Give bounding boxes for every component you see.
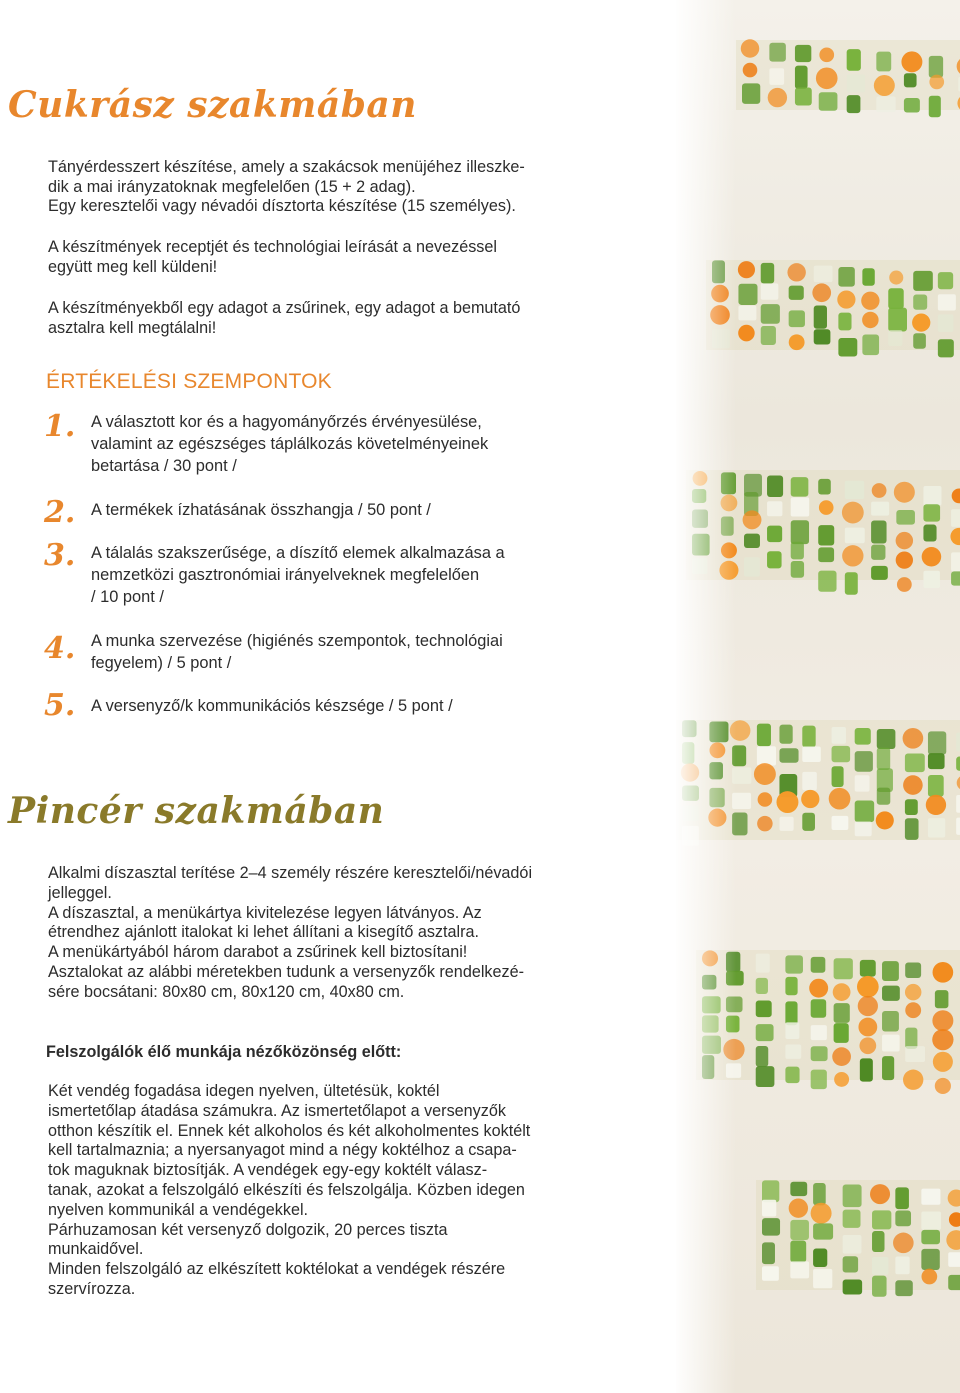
white-vegetable-piece — [802, 746, 820, 762]
carrot-piece — [833, 983, 851, 1001]
white-vegetable-piece — [872, 1257, 888, 1275]
carrot-piece — [921, 1269, 937, 1285]
green-bean-piece — [795, 87, 812, 105]
carrot-piece — [757, 816, 773, 832]
carrot-piece — [858, 1018, 877, 1037]
green-bean-piece — [838, 338, 857, 356]
green-bean-piece — [888, 288, 903, 309]
green-bean-piece — [762, 1180, 779, 1202]
green-bean-piece — [855, 751, 873, 772]
green-bean-piece — [818, 479, 831, 495]
white-vegetable-piece — [843, 1235, 862, 1254]
green-bean-piece — [895, 1280, 912, 1296]
green-bean-piece — [791, 542, 804, 560]
white-vegetable-piece — [762, 1200, 776, 1217]
green-bean-piece — [882, 961, 899, 981]
green-bean-piece — [791, 520, 809, 544]
cukrasz-note-recipe: A készítmények receptjét és technológiai leírását a nevezéssel együtt meg kell küldeni! — [48, 238, 497, 276]
green-bean-piece — [938, 339, 954, 357]
white-vegetable-piece — [956, 733, 960, 752]
white-vegetable-piece — [948, 1252, 960, 1267]
criterion-number: 3. — [44, 538, 76, 573]
carrot-piece — [859, 1037, 876, 1054]
white-vegetable-piece — [855, 821, 872, 836]
carrot-piece — [912, 313, 930, 331]
green-bean-piece — [855, 728, 871, 745]
criterion-text: A versenyző/k kommunikációs készsége / 5 pont / — [91, 697, 453, 715]
white-vegetable-piece — [905, 1046, 925, 1062]
green-bean-piece — [895, 1211, 911, 1227]
carrot-piece — [901, 51, 922, 72]
green-bean-piece — [785, 1067, 799, 1084]
green-bean-piece — [818, 571, 836, 592]
green-bean-piece — [757, 724, 771, 747]
green-bean-piece — [814, 306, 827, 329]
green-bean-piece — [790, 1182, 807, 1196]
green-bean-piece — [791, 477, 809, 497]
carrot-piece — [819, 47, 834, 62]
white-vegetable-piece — [785, 1022, 799, 1039]
carrot-piece — [743, 63, 758, 78]
white-vegetable-piece — [921, 1189, 940, 1205]
green-bean-piece — [862, 268, 874, 286]
green-bean-piece — [838, 313, 851, 331]
green-bean-piece — [847, 95, 861, 113]
carrot-piece — [876, 811, 894, 829]
criterion-text: A termékek ízhatásának összhangja / 50 pont / — [91, 501, 431, 519]
white-vegetable-piece — [871, 502, 889, 516]
green-bean-piece — [785, 955, 803, 973]
green-bean-piece — [811, 1070, 827, 1090]
white-vegetable-piece — [762, 1266, 779, 1280]
carrot-piece — [829, 788, 851, 810]
carrot-piece — [776, 791, 798, 813]
carrot-piece — [738, 261, 755, 278]
green-bean-piece — [904, 73, 917, 87]
green-bean-piece — [928, 753, 945, 769]
carrot-piece — [857, 976, 879, 998]
white-vegetable-piece — [951, 509, 960, 527]
criterion-text: A választott kor és a hagyományőrzés érvényesülése, valamint az egészséges táplálkozás követelményeinek betartása / 30 pont / — [91, 413, 489, 475]
green-bean-piece — [756, 978, 768, 994]
green-bean-piece — [756, 1024, 774, 1041]
white-vegetable-piece — [928, 818, 945, 837]
white-vegetable-piece — [876, 97, 895, 113]
green-bean-piece — [923, 504, 940, 521]
white-vegetable-piece — [845, 528, 865, 544]
green-bean-piece — [923, 525, 936, 542]
carrot-piece — [789, 334, 805, 350]
carrot-piece — [741, 39, 759, 57]
pincer-heading: Pincér szakmában — [8, 790, 385, 832]
green-bean-piece — [855, 801, 874, 823]
white-vegetable-piece — [779, 817, 793, 831]
green-bean-piece — [802, 726, 815, 748]
white-vegetable-piece — [767, 501, 782, 516]
green-bean-piece — [860, 960, 876, 977]
photo-fade-overlay — [676, 0, 736, 1393]
white-vegetable-piece — [761, 283, 779, 299]
white-vegetable-piece — [938, 314, 954, 332]
carrot-piece — [842, 545, 863, 566]
green-bean-piece — [756, 1046, 769, 1067]
white-vegetable-piece — [814, 266, 833, 282]
white-vegetable-piece — [832, 816, 849, 830]
green-bean-piece — [767, 526, 782, 542]
green-bean-piece — [956, 757, 960, 771]
green-bean-piece — [860, 1058, 873, 1081]
green-bean-piece — [921, 1249, 939, 1270]
white-vegetable-piece — [951, 552, 960, 571]
green-bean-piece — [818, 547, 834, 562]
green-bean-piece — [847, 49, 861, 71]
cukrasz-note-portions: A készítményekből egy adagot a zsűrinek, egy adagot a bemutató asztalra kell megtálalni! — [48, 299, 521, 337]
green-bean-piece — [813, 1248, 827, 1266]
green-bean-piece — [785, 977, 797, 995]
green-bean-piece — [928, 775, 944, 797]
green-bean-piece — [818, 525, 834, 545]
green-bean-piece — [905, 818, 919, 840]
carrot-piece — [889, 271, 903, 285]
carrot-piece — [933, 962, 954, 983]
criterion-text: A munka szervezése (higiénés szempontok, technológiai fegyelem) / 5 pont / — [91, 632, 503, 672]
white-vegetable-piece — [956, 795, 960, 813]
white-vegetable-piece — [738, 305, 756, 320]
carrot-piece — [801, 790, 819, 808]
carrot-piece — [896, 532, 913, 549]
white-vegetable-piece — [847, 75, 865, 93]
carrot-piece — [842, 502, 864, 524]
carrot-piece — [903, 775, 923, 795]
carrot-piece — [743, 510, 762, 529]
green-bean-piece — [762, 1218, 780, 1235]
green-bean-piece — [882, 1011, 899, 1031]
green-bean-piece — [811, 957, 826, 973]
green-bean-piece — [811, 1046, 828, 1061]
green-bean-piece — [904, 98, 920, 113]
carrot-piece — [903, 1070, 923, 1090]
green-bean-piece — [872, 1276, 887, 1297]
green-bean-piece — [935, 990, 949, 1008]
white-vegetable-piece — [921, 1212, 941, 1230]
green-bean-piece — [929, 96, 941, 118]
green-bean-piece — [762, 1242, 775, 1264]
carrot-piece — [896, 551, 913, 568]
green-bean-piece — [761, 304, 780, 324]
white-vegetable-piece — [855, 775, 870, 791]
green-bean-piece — [938, 272, 953, 289]
green-bean-piece — [761, 326, 776, 345]
carrot-piece — [905, 984, 921, 1000]
green-bean-piece — [791, 561, 804, 578]
green-bean-piece — [921, 1230, 940, 1244]
green-bean-piece — [832, 746, 851, 762]
green-bean-piece — [896, 510, 915, 525]
green-bean-piece — [843, 1210, 861, 1228]
criterion-number: 2. — [44, 495, 76, 530]
carrot-piece — [819, 500, 834, 515]
carrot-piece — [758, 792, 773, 807]
green-bean-piece — [769, 43, 785, 62]
green-bean-piece — [819, 92, 838, 111]
green-bean-piece — [790, 1241, 806, 1263]
carrot-piece — [926, 795, 946, 815]
white-vegetable-piece — [938, 294, 956, 310]
green-bean-piece — [905, 754, 925, 773]
criterion-number: 4. — [44, 631, 76, 666]
criterion-text: A tálalás szakszerűsége, a díszítő elemek alkalmazása a nemzetközi gasztronómiai irányelveknek megfelelően / 10 pont / — [91, 544, 505, 606]
white-vegetable-piece — [845, 481, 864, 499]
green-bean-piece — [928, 731, 946, 754]
green-bean-piece — [888, 308, 907, 332]
green-bean-piece — [843, 1279, 862, 1294]
waiters-live-work-subheading: Felszolgálók élő munkája nézőközönség előtt: — [46, 1043, 402, 1061]
green-bean-piece — [834, 958, 853, 979]
criterion-number: 1. — [44, 409, 76, 444]
white-vegetable-piece — [956, 818, 960, 835]
carrot-piece — [894, 482, 915, 503]
green-bean-piece — [795, 66, 808, 89]
green-bean-piece — [756, 1000, 772, 1017]
white-vegetable-piece — [923, 486, 941, 506]
green-bean-piece — [838, 267, 854, 287]
carrot-piece — [812, 283, 831, 302]
green-bean-piece — [871, 521, 886, 544]
green-bean-piece — [813, 1183, 826, 1205]
carrot-piece — [874, 75, 895, 96]
carrot-piece — [929, 75, 944, 90]
carrot-piece — [893, 1233, 914, 1254]
criterion-number: 5. — [44, 688, 76, 723]
white-vegetable-piece — [832, 727, 846, 744]
carrot-piece — [903, 728, 924, 749]
green-bean-piece — [802, 813, 815, 831]
green-bean-piece — [811, 999, 827, 1017]
green-bean-piece — [779, 748, 798, 762]
food-photo — [676, 0, 960, 1393]
green-bean-piece — [834, 1003, 850, 1023]
green-bean-piece — [785, 1001, 797, 1025]
white-vegetable-piece — [744, 557, 760, 576]
green-bean-piece — [843, 1185, 862, 1208]
white-vegetable-piece — [923, 571, 940, 588]
white-vegetable-piece — [888, 330, 902, 346]
green-bean-piece — [895, 1187, 909, 1209]
carrot-piece — [837, 290, 855, 308]
green-bean-piece — [877, 748, 890, 770]
green-bean-piece — [882, 1056, 894, 1080]
white-vegetable-piece — [895, 1257, 909, 1275]
green-bean-piece — [876, 52, 891, 72]
carrot-piece — [858, 996, 878, 1016]
green-bean-piece — [779, 725, 792, 744]
green-bean-piece — [843, 1256, 858, 1272]
carrot-piece — [862, 312, 878, 328]
green-bean-piece — [913, 333, 926, 348]
carrot-piece — [832, 1047, 851, 1066]
carrot-piece — [870, 1184, 890, 1204]
green-bean-piece — [882, 986, 900, 1001]
green-bean-piece — [872, 1210, 891, 1229]
green-bean-piece — [905, 799, 918, 815]
green-bean-piece — [767, 475, 783, 497]
carrot-piece — [897, 577, 912, 592]
carrot-piece — [922, 547, 942, 567]
green-bean-piece — [862, 335, 879, 356]
green-bean-piece — [789, 310, 805, 327]
green-bean-piece — [905, 963, 921, 978]
white-vegetable-piece — [811, 1025, 827, 1040]
white-vegetable-piece — [785, 1044, 801, 1058]
carrot-piece — [932, 1010, 953, 1031]
carrot-piece — [834, 1072, 849, 1087]
white-vegetable-piece — [802, 772, 817, 790]
green-bean-piece — [756, 1066, 775, 1087]
green-bean-piece — [913, 271, 933, 291]
white-vegetable-piece — [769, 68, 784, 85]
carrot-piece — [789, 1199, 808, 1218]
green-bean-piece — [877, 729, 896, 749]
green-bean-piece — [877, 788, 891, 805]
carrot-piece — [935, 1078, 951, 1094]
cukrasz-intro: Tányérdesszert készítése, amely a szakácsok menüjéhez illeszke- dik a mai irányzatoknak megfelelően (15 + 2 adag). Egy keresztelői vagy névadói dísztorta készítése (15 személyes). — [48, 158, 525, 216]
green-bean-piece — [790, 1220, 809, 1240]
green-bean-piece — [789, 286, 804, 300]
green-bean-piece — [832, 766, 844, 787]
green-bean-piece — [929, 56, 943, 78]
green-bean-piece — [814, 329, 831, 344]
green-bean-piece — [872, 1231, 884, 1252]
carrot-piece — [811, 1203, 832, 1224]
white-vegetable-piece — [757, 746, 776, 765]
green-bean-piece — [871, 566, 888, 580]
green-bean-piece — [738, 284, 757, 305]
white-vegetable-piece — [791, 497, 810, 516]
carrot-piece — [933, 1052, 953, 1072]
white-vegetable-piece — [882, 1035, 900, 1052]
carrot-piece — [738, 325, 755, 342]
carrot-piece — [754, 763, 776, 785]
criteria-title: ÉRTÉKELÉSI SZEMPONTOK — [46, 370, 332, 393]
pincer-intro: Alkalmi díszasztal terítése 2–4 személy részére keresztelői/névadói jelleggel. A díszasztal, a menükártya kivitelezése legyen látványos. Az étrendhez ajánlott italokat ki lehet állítani a kisegítő asztalra. A menükártyából három darabot a zsűrinek kell biztosítani! Asztalokat az alábbi méretekben tudunk a versenyzők rendelkezé- sére bocsátani: 80x80 cm, 80x120 cm, 40x80 cm. — [48, 864, 533, 1001]
green-bean-piece — [845, 572, 858, 594]
carrot-piece — [768, 88, 787, 107]
green-bean-piece — [742, 83, 760, 104]
green-bean-piece — [871, 545, 885, 560]
green-bean-piece — [744, 534, 760, 548]
carrot-piece — [861, 292, 879, 310]
green-bean-piece — [795, 45, 811, 62]
white-vegetable-piece — [813, 1269, 832, 1288]
green-bean-piece — [761, 263, 774, 284]
green-bean-piece — [905, 1028, 917, 1049]
green-bean-piece — [834, 1023, 849, 1043]
carrot-piece — [816, 67, 838, 89]
pincer-body: Két vendég fogadása idegen nyelven, ültetésük, koktél ismertetőlap átadása számukra. Az ismertetőlapot a versenyzők otthon készítik el. Ennek két alkoholos és két alkoholmentes koktélt kell tartalmaznia; a nyersanyagot mind a négy koktélhoz a csapa- tok maguknak biztosítják. A vendégek egy-egy koktélt válasz- tanak, azokat a felszolgáló elkészíti és felszolgálja. Közben idegen nyelven kommunikál a vendégekkel. Párhuzamosan két versenyző dolgozik, 20 perces tiszta munkaidővel. Minden felszolgáló az elkészített koktélokat a vendégek részére szervírozza. — [48, 1082, 531, 1298]
cukrasz-heading: Cukrász szakmában — [8, 84, 417, 126]
carrot-piece — [872, 483, 887, 498]
green-bean-piece — [951, 571, 960, 585]
carrot-piece — [809, 979, 828, 998]
carrot-piece — [787, 263, 805, 281]
green-bean-piece — [948, 1275, 960, 1290]
white-vegetable-piece — [756, 954, 770, 973]
green-bean-piece — [913, 295, 927, 310]
green-bean-piece — [813, 1223, 833, 1239]
white-vegetable-piece — [790, 1261, 809, 1278]
green-bean-piece — [767, 551, 782, 568]
carrot-piece — [905, 1002, 921, 1018]
carrot-piece — [932, 1029, 953, 1050]
